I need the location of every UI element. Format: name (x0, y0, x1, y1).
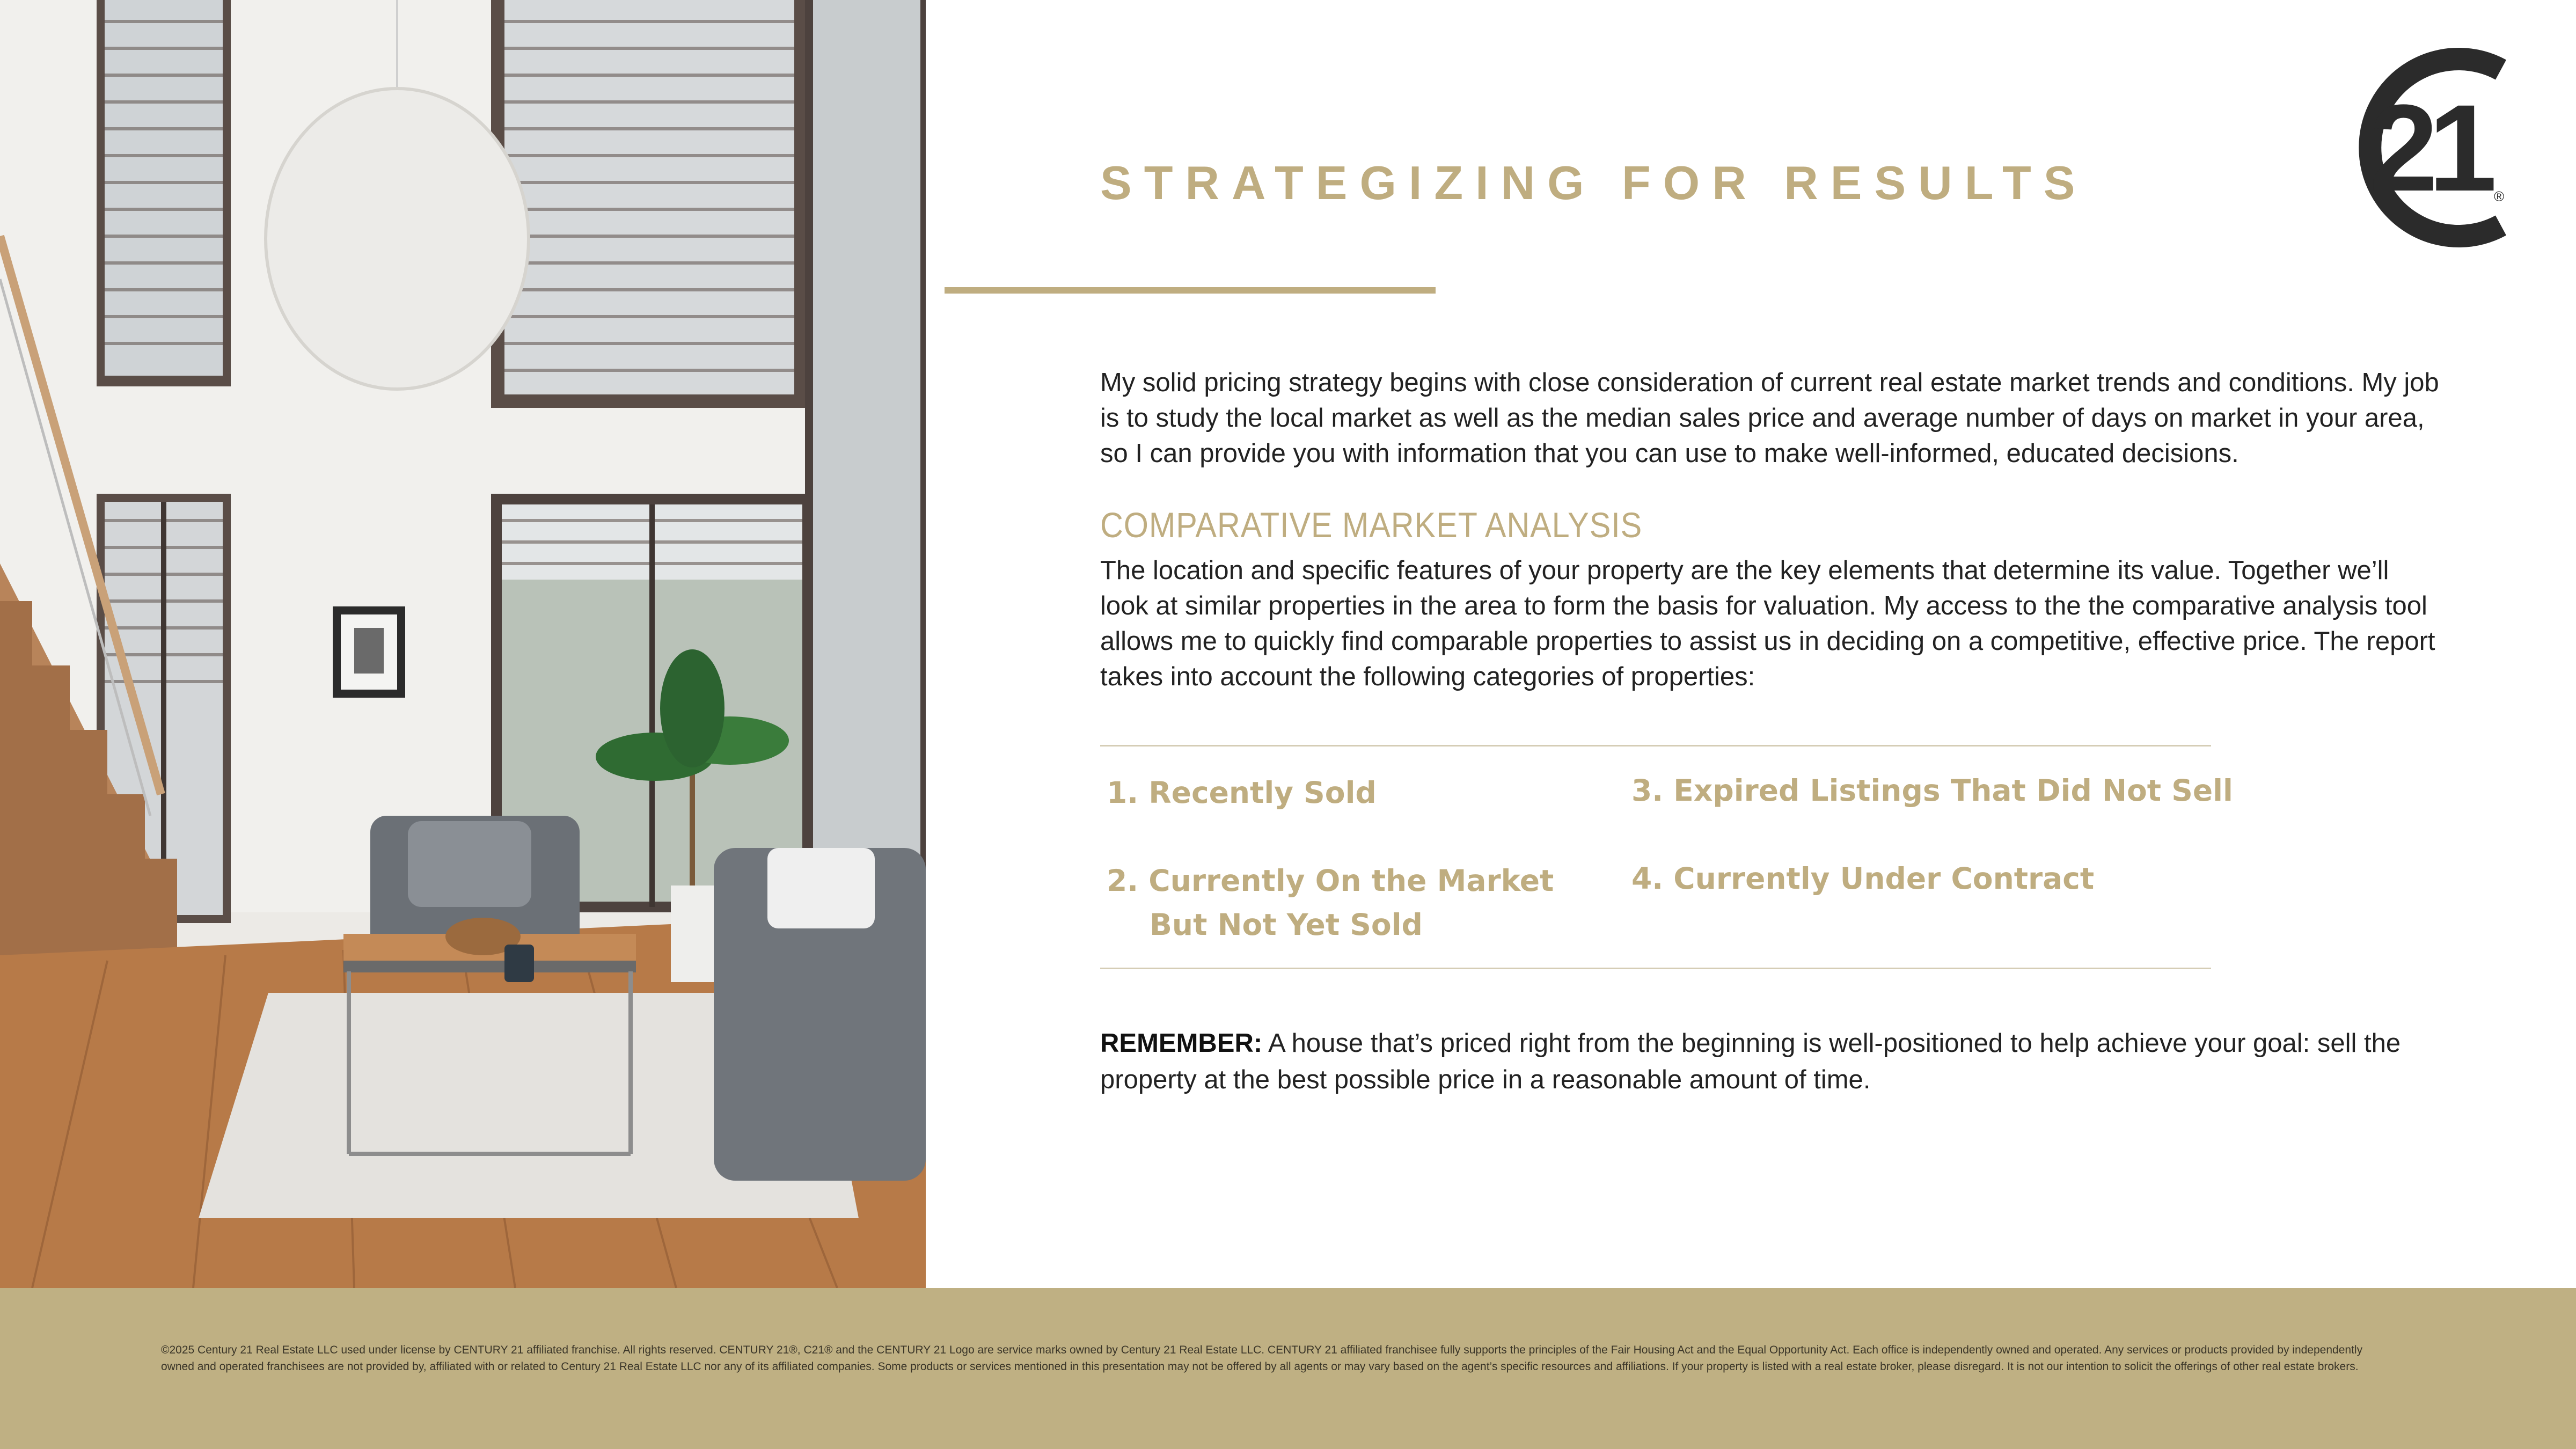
living-room-illustration (0, 0, 926, 1288)
category-label: 1. Recently Sold (1107, 775, 1377, 810)
categories-top-divider (1100, 745, 2211, 747)
category-under-contract (1631, 857, 2094, 901)
footer-band (0, 1288, 2576, 1449)
cma-paragraph: The location and specific features of your property are the key elements that determine its value. Together we’ll look at similar properties in the area to form the basis for valuation. My access to the the comparative analysis tool allows me to quickly find comparable properties to assist us in deciding on a competitive, effective price. The report takes into account the following categories of properties: (1100, 556, 2435, 691)
page-title: STRATEGIZING FOR RESULTS (1100, 156, 2088, 209)
living-room-photo (0, 0, 926, 1288)
upper-window-left (97, 0, 231, 386)
title-divider (945, 287, 1436, 294)
category-expired-listings (1631, 769, 2233, 813)
intro-paragraph: My solid pricing strategy begins with close consideration of current real estate market trends and conditions. My job is to study the local market as well as the median sales price and average number of days on market in your area, so I can provide you with information that you can use to make well-informed, educated decisions. (1100, 368, 2439, 468)
legal-disclaimer: ©2025 Century 21 Real Estate LLC used under license by CENTURY 21 affiliated franchise. All rights reserved. CENTURY 21®, C21® and the CENTURY 21 Logo are service marks owned by Century 21 Real Estate LLC. CENTURY 21 affiliated franchisee fully supports the principles of the Fair Housing Act and the Equal Opportunity Act. Each office is independently owned and operated. Any services or products provided by independently owned and operated franchisees are not provided by, affiliated with or related to Century 21 Real Estate LLC nor any of its affiliated companies. Some products or services mentioned in this presentation may not be offered by all agents or may vary based on the agent’s specific resources and affiliations. If your property is listed with a real estate broker, please disregard. It is not our intention to solicit the offerings of other real estate brokers. (161, 1344, 2363, 1373)
category-label-continued: But Not Yet Sold (1150, 908, 1423, 942)
logo-text: 21 (2369, 79, 2487, 217)
century-21-logo-icon (2337, 40, 2514, 255)
category-label: 2. Currently On the Market (1107, 863, 1554, 898)
right-tall-window (805, 0, 926, 912)
remember-label: REMEMBER: (1100, 1029, 1263, 1058)
category-label: 4. Currently Under Contract (1631, 861, 2095, 896)
registered-mark: ® (2494, 188, 2505, 204)
category-recently-sold (1107, 771, 1377, 815)
upper-window-right (491, 0, 808, 408)
category-label: 3. Expired Listings That Did Not Sell (1631, 773, 2233, 808)
remember-note (1100, 1025, 2442, 1098)
category-currently-on-market (1107, 859, 1554, 947)
remember-text: A house that’s priced right from the beginning is well-positioned to help achieve your goal: sell the property at the best possible price in a reasonable amount of time. (1100, 1029, 2401, 1094)
cma-heading: COMPARATIVE MARKET ANALYSIS (1100, 505, 1643, 545)
categories-bottom-divider (1100, 968, 2211, 969)
